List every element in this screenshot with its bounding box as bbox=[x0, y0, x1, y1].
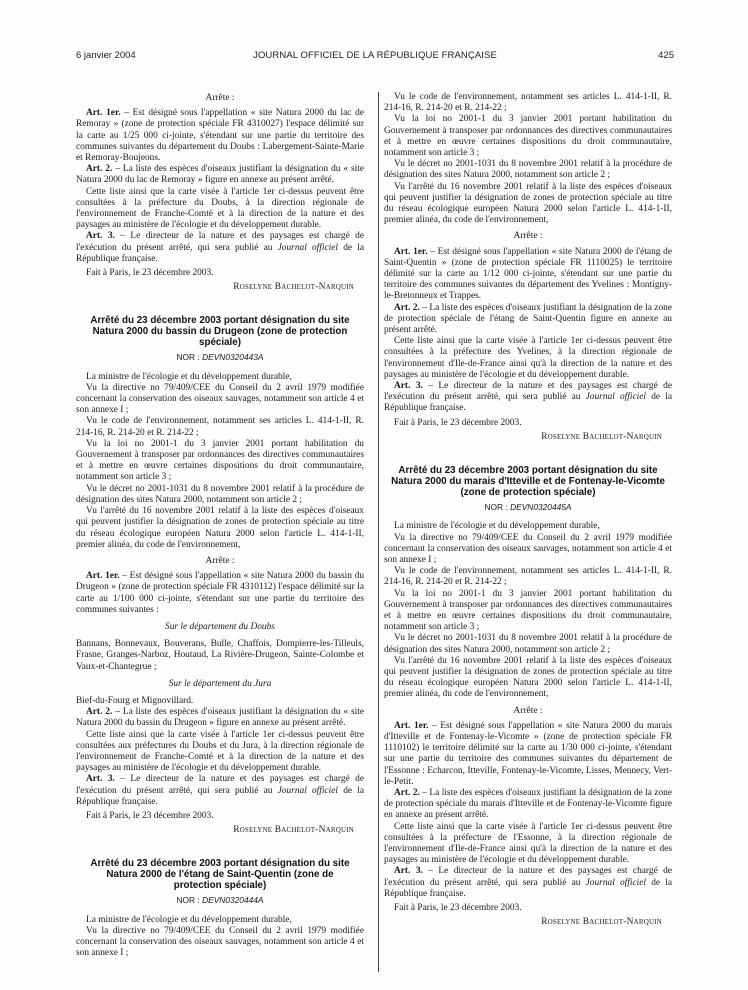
article-text: – La liste des espèces d'oiseaux justifiant la désignation du « site Natura 2000 du lac de Remoray » figure en annexe au présent arrêté. bbox=[76, 164, 364, 186]
signature: Roselyne Bachelot-Narquin bbox=[233, 825, 354, 836]
nor-code: DEVN0320445A bbox=[510, 502, 572, 513]
paragraph: La ministre de l'écologie et du développement durable, bbox=[394, 521, 600, 532]
nor-reference bbox=[76, 352, 364, 363]
paragraph: La ministre de l'écologie et du développement durable, bbox=[86, 371, 292, 382]
left-column bbox=[76, 92, 364, 959]
article-text: – La liste des espèces d'oiseaux justifiant la désignation de la zone de protection spéciale de l'étang de Saint-Quentin figure en annexe au présent arrêté. bbox=[384, 302, 672, 336]
article-text: – Le directeur de la nature et des paysages est chargé de l'exécution du présent arrêté, qui sera publié au bbox=[384, 381, 672, 403]
header-title: JOURNAL OFFICIEL DE LA RÉPUBLIQUE FRANÇAISE bbox=[253, 50, 497, 61]
paragraph: La ministre de l'écologie et du développement durable, bbox=[86, 914, 292, 925]
communes-list: Bannans, Bonnevaux, Bouverans, Bulle, Chaffois, Dompierre-les-Tilleuls, Frasne, Granges-Narboz, Houtaud, La Rivière-Drugeon, Sainte-Colombe et Vaux-et-Chantegrue ; bbox=[76, 639, 364, 672]
column-divider bbox=[378, 92, 379, 972]
article-2 bbox=[76, 707, 364, 729]
department-heading: Sur le département du Doubs bbox=[165, 621, 275, 632]
paragraph: Vu l'arrêté du 16 novembre 2001 relatif à la liste des espèces d'oiseaux qui peuvent justifier la désignation de zones de protection spéciale au titre du réseau écologique européen Natura 2000 selon l'article L. 414-1-II, premier alinéa, du code de l'environnement, bbox=[384, 181, 672, 226]
article-text: – La liste des espèces d'oiseaux justifiant la désignation du « site Natura 2000 du bassin du Drugeon » figure en annexe au présent arrêté. bbox=[76, 707, 364, 729]
paragraph: Vu la directive no 79/409/CEE du Conseil du 2 avril 1979 modifiée concernant la conservation des oiseaux sauvages, notamment son article 4 et son annexe I ; bbox=[76, 382, 364, 416]
article-text: de la République française. bbox=[76, 785, 364, 807]
article-text: – Est désigné sous l'appellation « site Natura 2000 du lac de Remoray » (zone de protection spéciale FR 4310027) l'espace délimité sur la carte au 1/25 000 ci-jointe, s'étendant sur une partie du territoire des communes suivantes du département du Doubs : Labergement-Sainte-Marie et Remoray-Boujeons. bbox=[76, 108, 364, 164]
article-text: – Le directeur de la nature et des paysages est chargé de l'exécution du présent arrêté, qui sera publié au bbox=[76, 774, 364, 796]
paragraph: Vu le décret no 2001-1031 du 8 novembre 2001 relatif à la procédure de désignation des sites Natura 2000, notamment son article 2 ; bbox=[76, 483, 364, 505]
paragraph: Vu la loi no 2001-1 du 3 janvier 2001 portant habilitation du Gouvernement à transposer par ordonnances des directives communautaires et à mettre en œuvre certaines dispositions du droit communautaire, notamment son article 3 ; bbox=[384, 114, 672, 159]
article-label: Art. 1er. bbox=[394, 720, 429, 731]
paragraph: Vu le code de l'environnement, notamment ses articles L. 414-1-II, R. 214-16, R. 214-20 et R. 214-22 ; bbox=[384, 92, 672, 114]
article-label: Art. 1er. bbox=[86, 108, 121, 119]
paragraph: Vu l'arrêté du 16 novembre 2001 relatif à la liste des espèces d'oiseaux qui peuvent justifier la désignation de zones de protection spéciale au titre du réseau écologique européen Natura 2000 selon l'article L. 414-1-II, premier alinéa, du code de l'environnement, bbox=[384, 655, 672, 700]
paragraph: Vu le décret no 2001-1031 du 8 novembre 2001 relatif à la procédure de désignation des sites Natura 2000, notamment son article 2 ; bbox=[384, 633, 672, 655]
article-1 bbox=[76, 571, 364, 616]
article-2 bbox=[384, 303, 672, 337]
article-label: Art. 1er. bbox=[86, 571, 120, 582]
paragraph: Vu la directive no 79/409/CEE du Conseil du 2 avril 1979 modifiée concernant la conservation des oiseaux sauvages, notamment son article 4 et son annexe I ; bbox=[384, 532, 672, 565]
decree-title: Arrêté du 23 décembre 2003 portant désignation du site Natura 2000 du marais d'Itteville et de Fontenay-le-Vicomte (zone de protection spéciale) bbox=[391, 465, 665, 499]
article-2-paragraph: Cette liste ainsi que la carte visée à l'article 1er ci-dessus peuvent être consultées aux préfectures du Doubs et du Jura, à la direction régionale de l'environnement de Franche-Comté et à la direction de la nature et des paysages au ministère de l'écologie et du développement durable. bbox=[76, 729, 364, 774]
paragraph: Vu le décret no 2001-1031 du 8 novembre 2001 relatif à la procédure de désignation des sites Natura 2000, notamment son article 2 ; bbox=[384, 159, 672, 181]
paragraph: Vu le code de l'environnement, notamment ses articles L. 414-1-II, R. 214-16, R. 214-20 et R. 214-22 ; bbox=[76, 416, 364, 438]
decree-title: Arrêté du 23 décembre 2003 portant désignation du site Natura 2000 de l'étang de Saint-Quentin (zone de protection spéciale) bbox=[90, 858, 350, 892]
paragraph: Vu la loi no 2001-1 du 3 janvier 2001 portant habilitation du Gouvernement à transposer par ordonnances des directives communautaires et à mettre en œuvre certaines dispositions du droit communautaire, notamment son article 3 ; bbox=[384, 588, 672, 633]
page-header bbox=[76, 50, 674, 64]
nor-prefix: NOR : bbox=[176, 352, 203, 363]
article-3 bbox=[384, 381, 672, 415]
nor-code: DEVN0320444A bbox=[202, 895, 264, 906]
article-1 bbox=[384, 247, 672, 303]
paragraph: Vu l'arrêté du 16 novembre 2001 relatif à la liste des espèces d'oiseaux qui peuvent justifier la désignation de zones de protection spéciale au titre du réseau écologique européen Natura 2000 selon l'article L. 414-1-II, premier alinéa, du code de l'environnement, bbox=[76, 506, 364, 550]
journal-officiel: Journal officiel bbox=[277, 785, 339, 796]
nor-code: DEVN0320443A bbox=[202, 352, 264, 363]
article-text: – La liste des espèces d'oiseaux justifiant la désignation de la zone de protection spéciale du marais d'Itteville et de Fontenay-le-Vicomte figure en annexe au présent arrêté. bbox=[384, 787, 672, 821]
article-text: de la République française. bbox=[76, 242, 364, 264]
article-2-paragraph: Cette liste ainsi que la carte visée à l'article 1er ci-dessus peuvent être consultées à la préfecture du Doubs, à la direction régionale de l'environnement de Franche-Comté et à la direction de la nature et des paysages au ministère de l'écologie et du développement durable. bbox=[76, 186, 364, 231]
nor-reference bbox=[384, 502, 672, 513]
article-text: de la République française. bbox=[384, 877, 672, 899]
journal-officiel: Journal officiel bbox=[585, 392, 647, 403]
nor-prefix: NOR : bbox=[484, 502, 511, 513]
paragraph: Vu la loi no 2001-1 du 3 janvier 2001 portant habilitation du Gouvernement à transposer par ordonnances des directives communautaires et à mettre en œuvre certaines dispositions du droit communautaire, notamment son article 3 ; bbox=[76, 438, 364, 483]
article-2-paragraph: Cette liste ainsi que la carte visée à l'article 1er ci-dessus peuvent être consultées à la préfecture des Yvelines, à la direction régionale de l'environnement d'Ile-de-France ainsi qu'à la direction de la nature et des paysages au ministère de l'écologie et du développement durable. bbox=[384, 336, 672, 380]
article-text: de la République française. bbox=[384, 392, 672, 414]
decree-title: Arrêté du 23 décembre 2003 portant désignation du site Natura 2000 du bassin du Drugeon (zone de protection spéciale) bbox=[90, 315, 350, 349]
journal-officiel: Journal officiel bbox=[277, 242, 339, 253]
arrete-heading: Arrête : bbox=[205, 93, 235, 103]
fait-a-paris: Fait à Paris, le 23 décembre 2003. bbox=[86, 810, 214, 821]
right-column bbox=[384, 92, 672, 928]
article-2 bbox=[76, 164, 364, 186]
article-label: Art. 3. bbox=[86, 231, 115, 242]
article-text: – Est désigné sous l'appellation « site Natura 2000 de l'étang de Saint-Quentin » (zone de protection spéciale FR 1110025) le territoire délimité sur la carte au 1/12 000 ci-jointe, s'étendant sur une partie du territoire des communes suivantes du département des Yvelines : Montigny-le-Bretonneux et Trappes. bbox=[384, 246, 672, 302]
article-3 bbox=[76, 774, 364, 808]
nor-reference bbox=[76, 895, 364, 906]
paragraph: Vu le code de l'environnement, notamment ses articles L. 414-1-II, R. 214-16, R. 214-20 et R. 214-22 ; bbox=[384, 566, 672, 588]
article-2 bbox=[384, 788, 672, 822]
fait-a-paris: Fait à Paris, le 23 décembre 2003. bbox=[394, 417, 522, 428]
article-3 bbox=[384, 866, 672, 900]
signature: Roselyne Bachelot-Narquin bbox=[541, 917, 662, 928]
article-3 bbox=[76, 231, 364, 265]
communes-list: Bief-du-Fourg et Mignovillard. bbox=[76, 695, 194, 706]
article-1 bbox=[76, 108, 364, 164]
article-label: Art. 3. bbox=[394, 381, 423, 392]
signature: Roselyne Bachelot-Narquin bbox=[233, 282, 354, 293]
fait-a-paris: Fait à Paris, le 23 décembre 2003. bbox=[86, 268, 214, 279]
arrete-heading: Arrête : bbox=[205, 555, 235, 566]
arrete-heading: Arrête : bbox=[513, 705, 543, 716]
article-label: Art. 3. bbox=[394, 866, 423, 877]
nor-prefix: NOR : bbox=[176, 895, 203, 906]
article-text: – Est désigné sous l'appellation « site Natura 2000 du marais d'Itteville et de Fontenay-le-Vicomte » (zone de protection spéciale FR 1110102) le territoire délimité sur la carte au 1/30 000 ci-jointe, s'étendant sur une partie du territoire des communes suivantes du département de l'Essonne : Echarcon, Itteville, Fontenay-le-Vicomte, Lisses, Mennecy, Vert-le-Petit. bbox=[384, 720, 673, 787]
article-label: Art. 3. bbox=[86, 774, 115, 785]
header-page-number: 425 bbox=[658, 50, 674, 61]
journal-officiel: Journal officiel bbox=[585, 877, 647, 888]
fait-a-paris: Fait à Paris, le 23 décembre 2003. bbox=[394, 903, 522, 913]
department-heading: Sur le département du Jura bbox=[168, 678, 272, 689]
article-label: Art. 1er. bbox=[394, 246, 428, 257]
article-text: – Le directeur de la nature et des paysages est chargé de l'exécution du présent arrêté, qui sera publié au bbox=[76, 231, 364, 253]
article-2-paragraph: Cette liste ainsi que la carte visée à l'article 1er ci-dessus peuvent être consultées à la préfecture de l'Essonne, à la direction régionale de l'environnement d'Ile-de-France ainsi qu'à la direction de la nature et des paysages au ministère de l'écologie et du développement durable. bbox=[384, 821, 672, 866]
article-label: Art. 2. bbox=[394, 787, 420, 798]
article-1 bbox=[384, 721, 672, 788]
arrete-heading: Arrête : bbox=[513, 231, 543, 242]
paragraph: Vu la directive no 79/409/CEE du Conseil du 2 avril 1979 modifiée concernant la conservation des oiseaux sauvages, notamment son article 4 et son annexe I ; bbox=[76, 925, 364, 959]
header-date: 6 janvier 2004 bbox=[76, 50, 136, 61]
article-label: Art. 2. bbox=[86, 164, 113, 175]
article-text: – Le directeur de la nature et des paysages est chargé de l'exécution du présent arrêté, qui sera publié au bbox=[384, 866, 672, 888]
article-text: – Est désigné sous l'appellation « site Natura 2000 du bassin du Drugeon » (zone de protection spéciale FR 4310112) l'espace délimité sur la carte au 1/100 000 ci-jointe, s'étendant sur une partie du territoire des communes suivantes : bbox=[76, 571, 365, 615]
article-label: Art. 2. bbox=[86, 707, 113, 718]
article-label: Art. 2. bbox=[394, 302, 420, 313]
signature: Roselyne Bachelot-Narquin bbox=[541, 431, 662, 442]
